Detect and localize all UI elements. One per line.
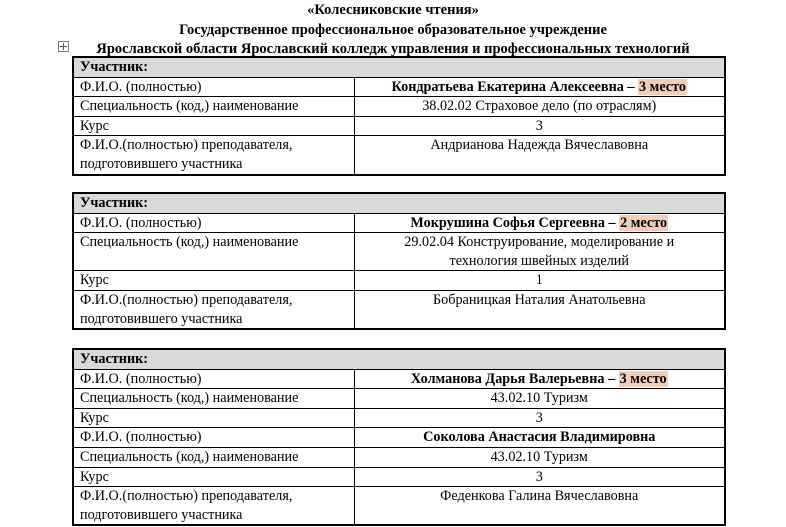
specialty-label: Специальность (код,) наименование: [73, 97, 354, 117]
participant-name-cell: [354, 369, 725, 389]
participant-name-cell: [354, 77, 725, 97]
specialty-value: 29.02.04 Конструирование, моделирование и технология швейных изделий: [354, 233, 725, 271]
course-value: 3: [354, 116, 725, 136]
section-header: Участник:: [73, 349, 725, 369]
participant-table-3: [72, 348, 726, 526]
course-value-2: 3: [354, 467, 725, 487]
college-line: Ярославской области Ярославский колледж управления и профессиональных технологий: [96, 41, 690, 57]
name-separator: –: [623, 78, 639, 95]
teacher-value: Бобраницкая Наталия Анатольевна: [354, 290, 725, 329]
section-header: Участник:: [73, 193, 725, 213]
specialty-value: 38.02.02 Страховое дело (по отраслям): [354, 97, 725, 117]
teacher-value: Андрианова Надежда Вячеславовна: [354, 136, 725, 175]
fio-label: Ф.И.О. (полностью): [73, 213, 354, 233]
table-move-handle-icon[interactable]: [58, 41, 69, 52]
specialty-label: Специальность (код,) наименование: [73, 389, 354, 409]
place-badge: 3 место: [619, 370, 667, 387]
course-value: 3: [354, 408, 725, 428]
section-header: Участник:: [73, 57, 725, 77]
participant-table-2: [72, 192, 726, 330]
fio-label: Ф.И.О. (полностью): [73, 369, 354, 389]
teacher-label: Ф.И.О.(полностью) преподавателя, подготовившего участника: [73, 290, 354, 329]
course-label: Курс: [73, 116, 354, 136]
teacher-label: Ф.И.О.(полностью) преподавателя, подготовившего участника: [73, 136, 354, 175]
participant-name: Холманова Дарья Валерьевна: [410, 370, 605, 387]
place-badge: 3 место: [639, 78, 686, 95]
fio-label: Ф.И.О. (полностью): [73, 428, 354, 448]
name-separator: –: [604, 370, 619, 387]
name-separator: –: [604, 214, 620, 231]
participant-name-2: Соколова Анастасия Владимировна: [354, 428, 725, 448]
teacher-value: Феденкова Галина Вячеславовна: [354, 487, 725, 526]
specialty-value-2: 43.02.10 Туризм: [354, 447, 725, 467]
institution-line: Государственное профессиональное образовательное учреждение: [179, 21, 607, 38]
specialty-value: 43.02.10 Туризм: [354, 389, 725, 409]
participant-name-cell: [354, 213, 725, 233]
event-title: «Колесниковские чтения»: [307, 2, 479, 18]
course-label: Курс: [73, 408, 354, 428]
participant-name: Кондратьева Екатерина Алексеевна: [391, 78, 624, 95]
fio-label: Ф.И.О. (полностью): [73, 77, 354, 97]
course-label: Курс: [73, 467, 354, 487]
document-header: [0, 0, 786, 60]
teacher-label: Ф.И.О.(полностью) преподавателя, подготовившего участника: [73, 487, 354, 526]
participant-table-1: [72, 56, 726, 176]
place-badge: 2 место: [620, 214, 668, 231]
specialty-label: Специальность (код,) наименование: [73, 447, 354, 467]
course-label: Курс: [73, 271, 354, 291]
specialty-label: Специальность (код,) наименование: [73, 233, 354, 271]
course-value: 1: [354, 271, 725, 291]
participant-name: Мокрушина Софья Сергеевна: [410, 214, 605, 231]
